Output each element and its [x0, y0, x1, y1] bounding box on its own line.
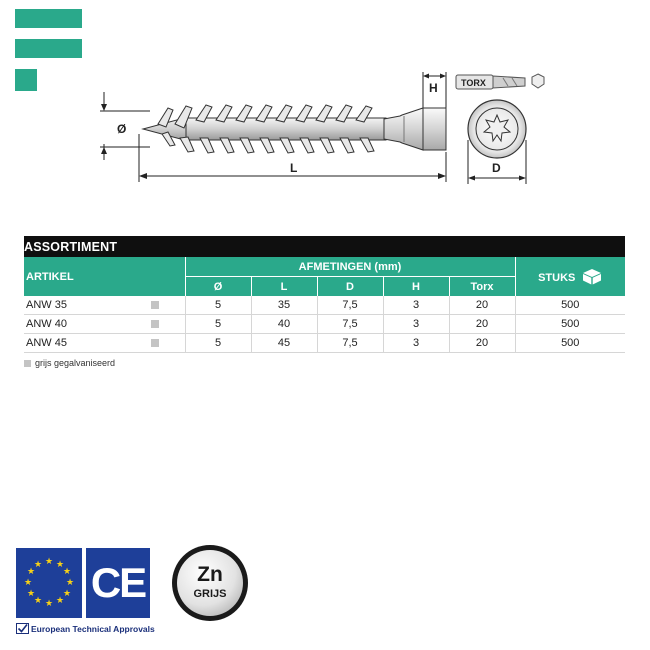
cell-head-height: 3 [383, 296, 449, 315]
color-legend [24, 358, 115, 368]
zn-badge [172, 545, 248, 621]
cell-diameter: 5 [185, 334, 251, 353]
svg-text:★: ★ [33, 596, 43, 606]
cell-head-diameter: 7,5 [317, 334, 383, 353]
cell-length: 35 [251, 296, 317, 315]
cell-stuks: 500 [515, 315, 625, 334]
col-stuks-label: STUKS [538, 272, 576, 284]
eta-text: European Technical Approvals [31, 624, 155, 634]
svg-text:★: ★ [33, 560, 43, 570]
svg-text:★: ★ [55, 560, 65, 570]
cell-stuks: 500 [515, 296, 625, 315]
svg-text:★: ★ [26, 589, 36, 599]
cell-head-diameter: 7,5 [317, 315, 383, 334]
table-title: ASSORTIMENT [24, 236, 625, 257]
head-diameter-label: D [492, 161, 501, 175]
cell-diameter: 5 [185, 296, 251, 315]
cell-length: 45 [251, 334, 317, 353]
head-face-view [468, 100, 526, 158]
svg-text:★: ★ [62, 589, 72, 599]
brand-bar-1 [15, 9, 82, 28]
legend-swatch [24, 360, 31, 367]
table-row [24, 315, 625, 334]
svg-text:★: ★ [62, 567, 72, 577]
cell-stuks: 500 [515, 334, 625, 353]
svg-text:★: ★ [26, 567, 36, 577]
col-diameter: Ø [185, 277, 251, 297]
cell-artikel: ANW 45 [24, 334, 126, 353]
ce-mark-logo [86, 548, 150, 618]
cell-head-height: 3 [383, 334, 449, 353]
color-swatch [151, 320, 159, 328]
cell-diameter: 5 [185, 315, 251, 334]
svg-text:★: ★ [65, 578, 75, 588]
color-swatch [151, 339, 159, 347]
grijs-text: GRIJS [193, 588, 227, 600]
cell-artikel: ANW 40 [24, 315, 126, 334]
cell-torx: 20 [449, 334, 515, 353]
col-head-diameter: D [317, 277, 383, 297]
diameter-label: Ø [117, 122, 127, 136]
cell-torx: 20 [449, 296, 515, 315]
eu-flag-logo [16, 548, 82, 618]
svg-text:★: ★ [55, 596, 65, 606]
head-height-label: H [429, 81, 438, 95]
svg-text:★: ★ [23, 578, 33, 588]
col-stuks [515, 257, 625, 296]
cell-artikel: ANW 35 [24, 296, 126, 315]
eta-label [16, 623, 155, 634]
cell-torx: 20 [449, 315, 515, 334]
brand-bar-2 [15, 39, 82, 58]
col-artikel: ARTIKEL [24, 257, 185, 296]
checkmark-icon [16, 623, 29, 634]
assortment-table [24, 236, 625, 353]
box-icon [582, 268, 602, 285]
length-label: L [290, 161, 298, 175]
cell-head-diameter: 7,5 [317, 296, 383, 315]
zn-text: Zn [197, 563, 223, 586]
table-row [24, 296, 625, 315]
color-swatch [151, 301, 159, 309]
svg-text:★: ★ [44, 557, 54, 567]
table-row [24, 334, 625, 353]
ce-text: CE [90, 559, 146, 606]
legend-text: grijs gegalvaniseerd [35, 358, 116, 368]
cell-length: 40 [251, 315, 317, 334]
screw-technical-drawing [95, 66, 565, 191]
cell-head-height: 3 [383, 315, 449, 334]
eu-stars-icon [16, 548, 82, 618]
brand-bar-3 [15, 69, 37, 91]
torx-bit-label: TORX [461, 78, 486, 88]
col-length: L [251, 277, 317, 297]
col-afmetingen: AFMETINGEN (mm) [185, 257, 515, 277]
svg-text:★: ★ [44, 599, 54, 609]
col-head-height: H [383, 277, 449, 297]
col-torx: Torx [449, 277, 515, 297]
